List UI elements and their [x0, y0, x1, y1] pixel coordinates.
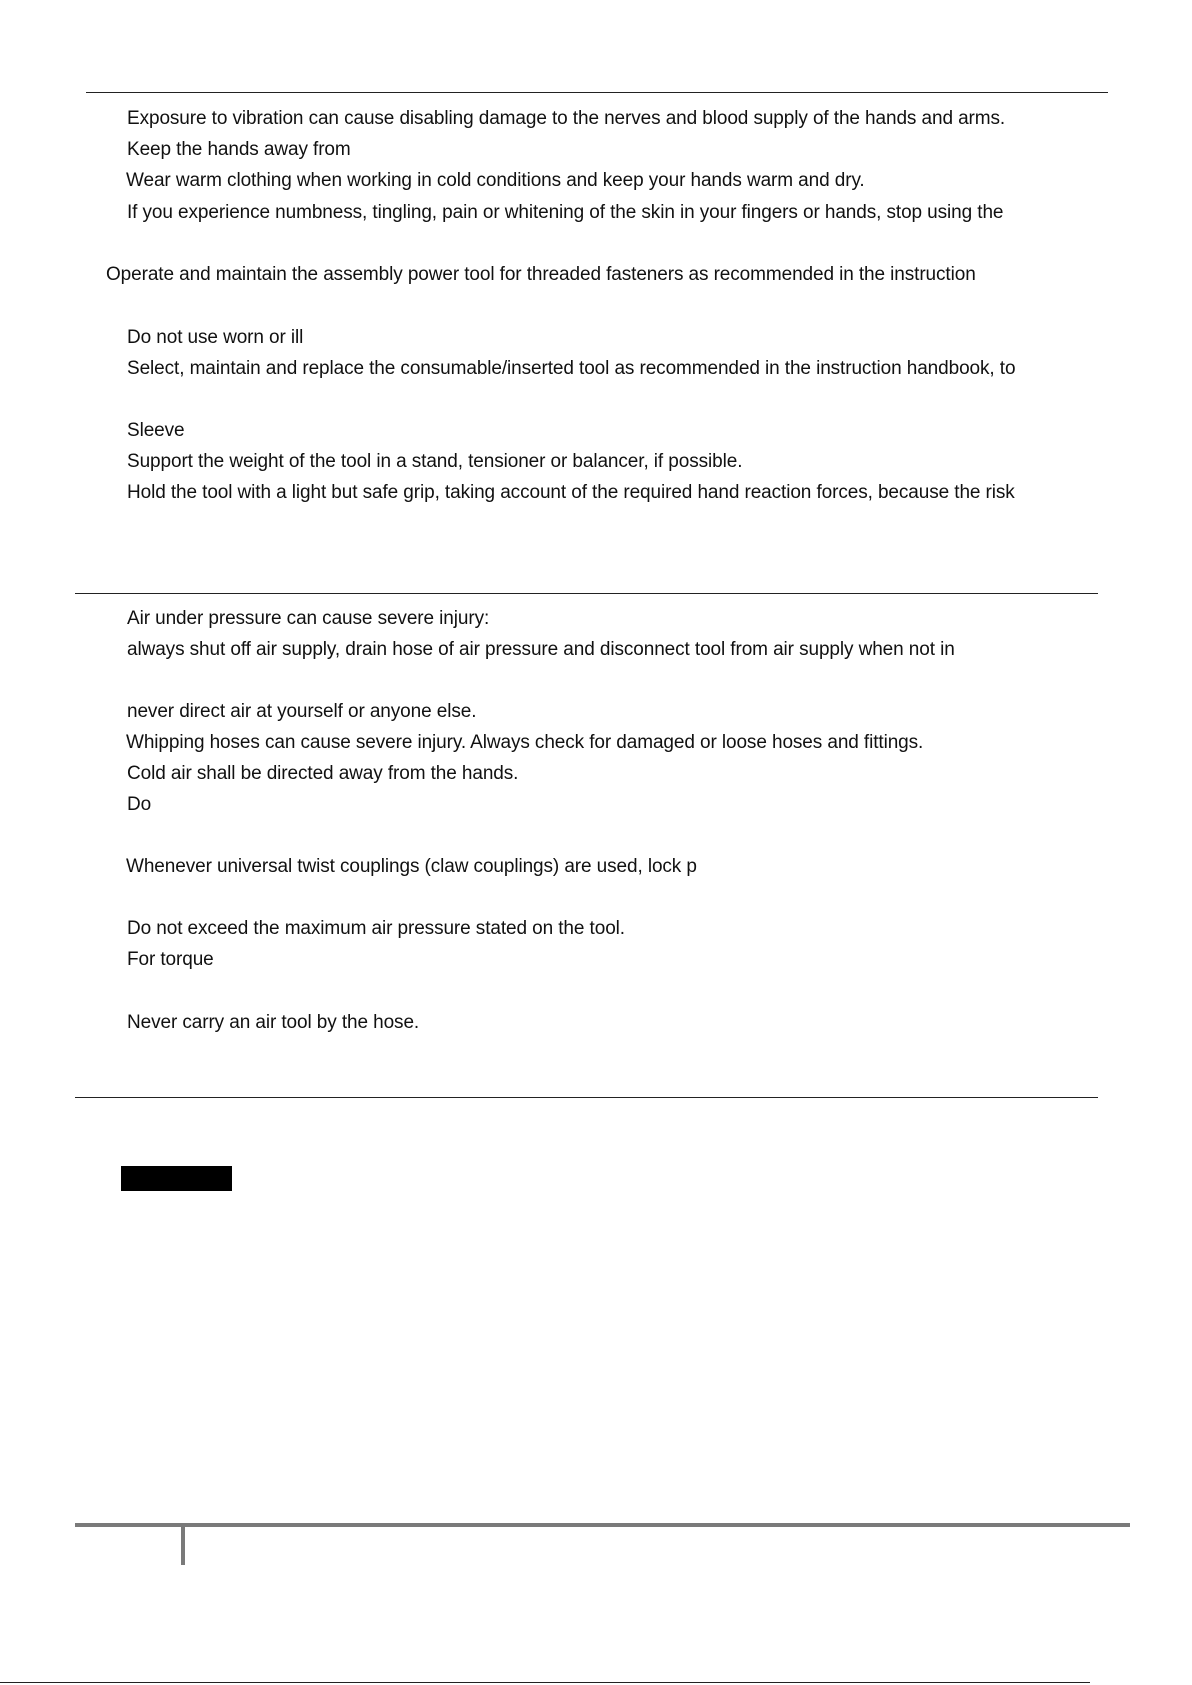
- footer-rule: [75, 1523, 1130, 1527]
- vibration-line-4: If you experience numbness, tingling, pain or whitening of the skin in your fingers or hands, stop using the: [127, 202, 1004, 223]
- vibration-line-9: Support the weight of the tool in a stand, tensioner or balancer, if possible.: [127, 451, 743, 472]
- vibration-line-10: Hold the tool with a light but safe grip, taking account of the required hand reaction forces, because the risk: [127, 482, 1015, 503]
- section-bottom-rule: [75, 1097, 1098, 1098]
- page-bottom-rule: [0, 1682, 1090, 1683]
- air-line-4: Whipping hoses can cause severe injury. Always check for damaged or loose hoses and fittings.: [126, 732, 924, 753]
- vibration-line-7: Select, maintain and replace the consumable/inserted tool as recommended in the instruction handbook, to: [127, 358, 1016, 379]
- vibration-line-6: Do not use worn or ill: [127, 327, 304, 348]
- footer-tick: [181, 1525, 185, 1565]
- air-line-10: Never carry an air tool by the hose.: [127, 1012, 420, 1033]
- section-top-rule: [86, 92, 1108, 93]
- redaction-block: [121, 1166, 232, 1191]
- air-line-9: For torque: [127, 949, 214, 970]
- air-line-6: Do: [127, 794, 152, 815]
- air-line-8: Do not exceed the maximum air pressure stated on the tool.: [127, 918, 625, 939]
- section-divider-rule: [75, 593, 1098, 594]
- vibration-line-2: Keep the hands away from: [127, 139, 351, 160]
- air-line-1: Air under pressure can cause severe injury:: [127, 608, 490, 629]
- air-line-5: Cold air shall be directed away from the hands.: [127, 763, 519, 784]
- vibration-line-5: Operate and maintain the assembly power tool for threaded fasteners as recommended in the instruction: [106, 264, 976, 285]
- air-line-3: never direct air at yourself or anyone else.: [127, 701, 477, 722]
- air-line-2: always shut off air supply, drain hose of air pressure and disconnect tool from air supply when not in: [127, 639, 955, 660]
- vibration-line-3: Wear warm clothing when working in cold conditions and keep your hands warm and dry.: [126, 170, 865, 191]
- air-line-7: Whenever universal twist couplings (claw couplings) are used, lock p: [126, 856, 697, 877]
- vibration-line-1: Exposure to vibration can cause disabling damage to the nerves and blood supply of the hands and arms.: [127, 108, 1006, 129]
- vibration-line-8: Sleeve: [127, 420, 185, 441]
